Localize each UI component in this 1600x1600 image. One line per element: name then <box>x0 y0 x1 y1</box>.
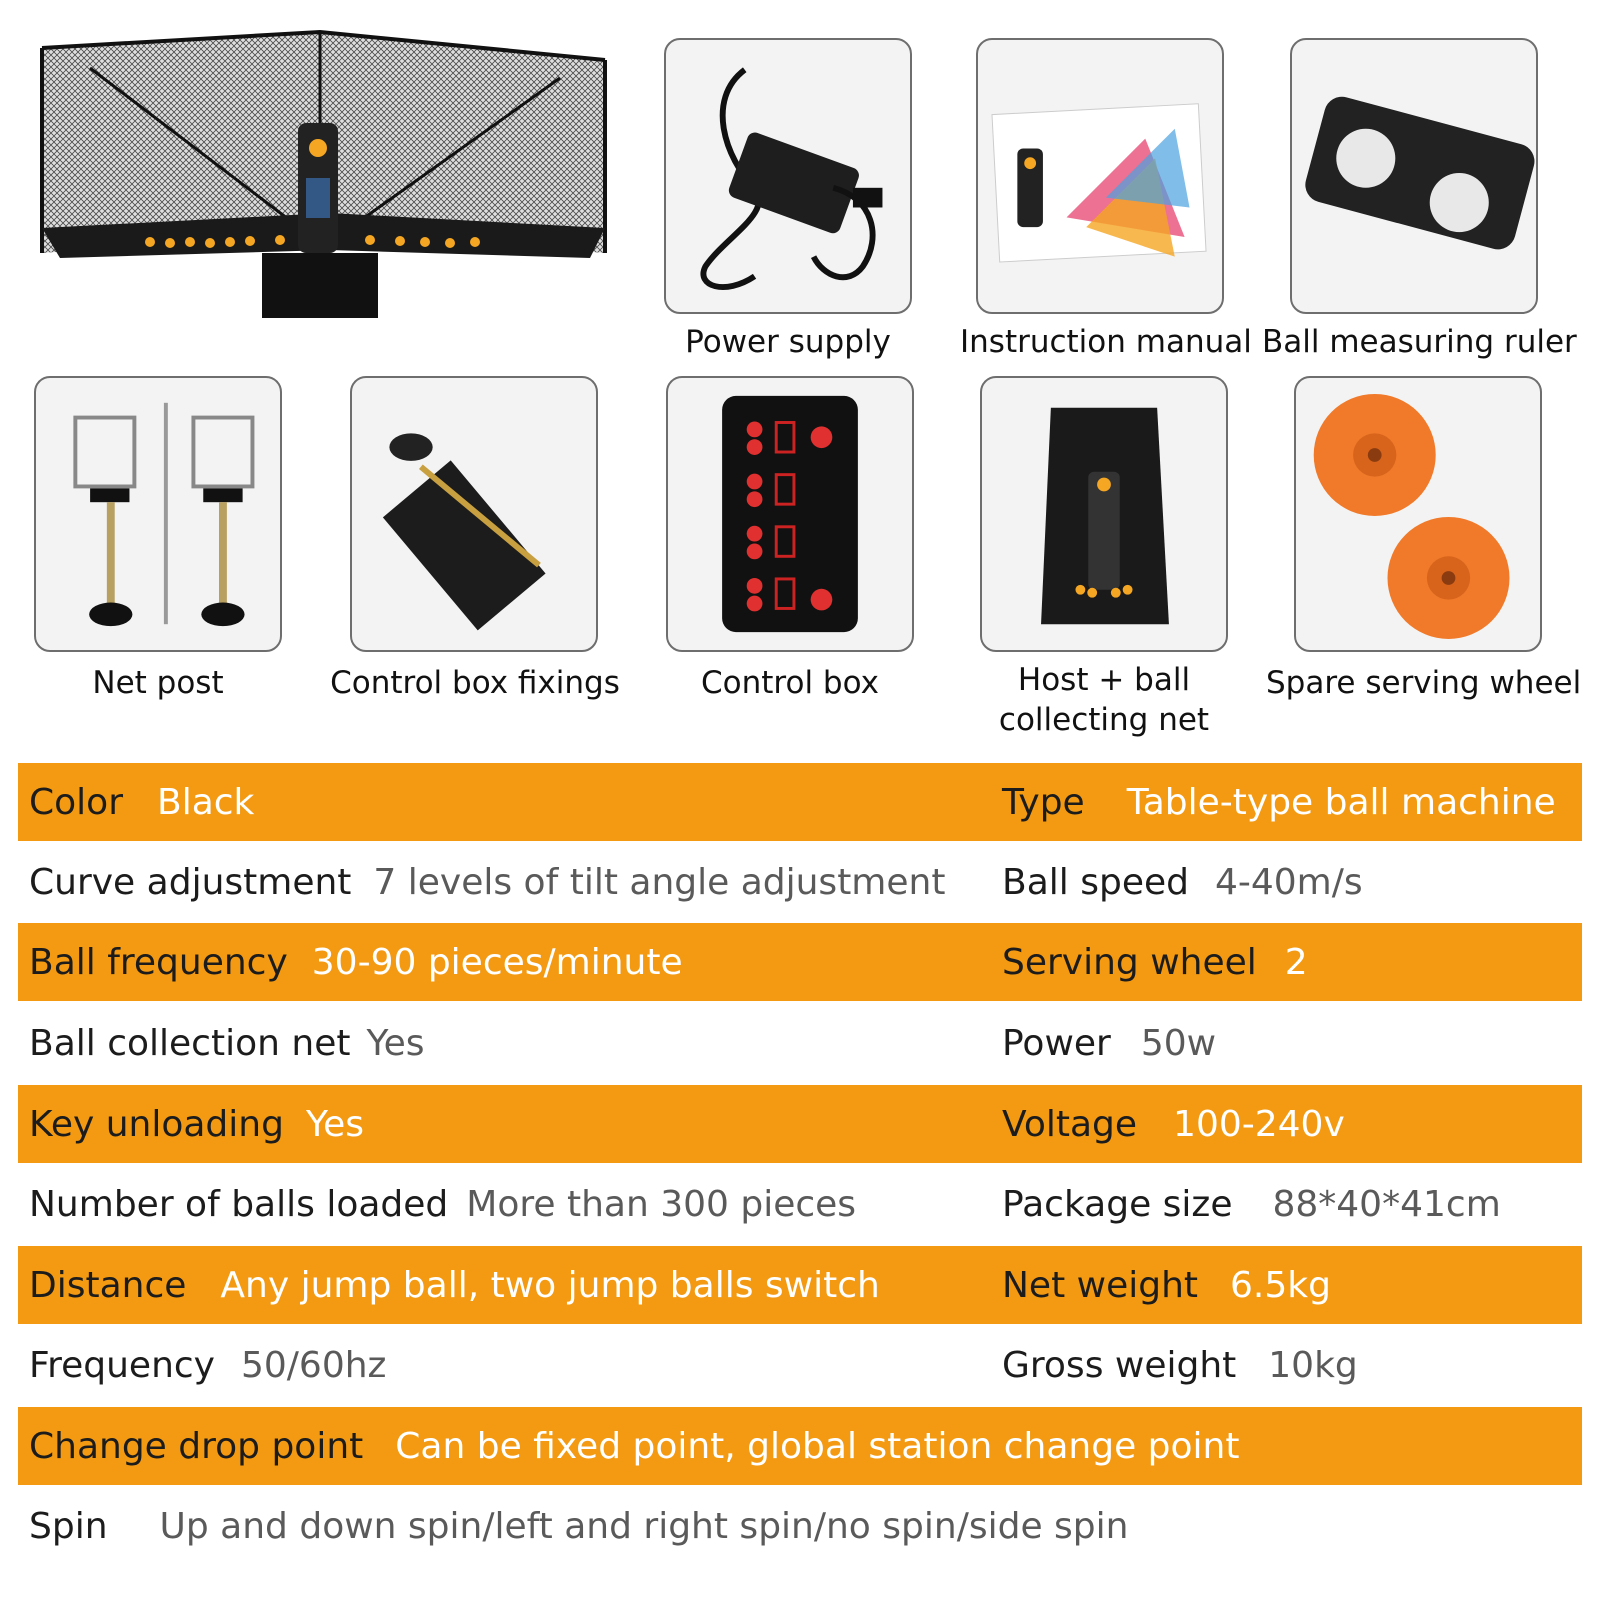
power-supply-caption: Power supply <box>685 324 891 360</box>
spec-value: 88*40*41cm <box>1272 1183 1501 1225</box>
control-box-image <box>666 376 914 652</box>
spec-value: 30-90 pieces/minute <box>311 941 683 983</box>
spec-label: Frequency <box>29 1344 215 1386</box>
spec-label: Serving wheel <box>1002 941 1257 983</box>
control-box-caption: Control box <box>701 665 879 701</box>
host-ball-collecting-net-caption <box>980 660 1228 740</box>
spec-label: Net weight <box>1002 1264 1199 1306</box>
spec-value: 6.5kg <box>1230 1264 1331 1306</box>
net-post-caption: Net post <box>92 665 224 701</box>
spec-label: Type <box>1002 781 1085 823</box>
spec-value: Up and down spin/left and right spin/no spin/side spin <box>159 1505 1129 1547</box>
spec-label: Package size <box>1002 1183 1233 1225</box>
spec-label: Number of balls loaded <box>29 1183 449 1225</box>
ball-measuring-ruler-caption: Ball measuring ruler <box>1262 324 1577 360</box>
spec-label: Ball frequency <box>29 941 288 983</box>
spec-row <box>18 1487 1582 1565</box>
net-post-image <box>34 376 282 652</box>
spec-value: 50/60hz <box>240 1344 387 1386</box>
spec-label: Voltage <box>1002 1103 1138 1145</box>
spec-row <box>18 843 1582 921</box>
spec-row <box>18 1407 1582 1485</box>
spec-value: More than 300 pieces <box>466 1183 857 1225</box>
spec-value: 50w <box>1140 1022 1217 1064</box>
spec-value: 4-40m/s <box>1214 861 1363 903</box>
spec-value: Black <box>157 781 255 823</box>
spec-row <box>18 1326 1582 1404</box>
spec-value: 2 <box>1284 941 1308 983</box>
spec-value: Table-type ball machine <box>1126 781 1556 823</box>
ball-measuring-ruler-image <box>1290 38 1538 314</box>
spec-row <box>18 1246 1582 1324</box>
spec-row <box>18 923 1582 1001</box>
spec-label: Ball collection net <box>29 1022 351 1064</box>
spec-value: 100-240v <box>1173 1103 1345 1145</box>
ball-machine-with-net-image <box>30 28 620 328</box>
spec-value: Yes <box>305 1103 365 1145</box>
spec-label: Change drop point <box>29 1425 364 1467</box>
spec-label: Ball speed <box>1002 861 1189 903</box>
spec-row <box>18 1165 1582 1243</box>
host-ball-caption-line1: Host + ball <box>1017 662 1191 698</box>
spec-value: 10kg <box>1268 1344 1358 1386</box>
spec-label: Gross weight <box>1002 1344 1237 1386</box>
spec-label: Distance <box>29 1264 187 1306</box>
power-supply-image <box>664 38 912 314</box>
spec-label: Color <box>29 781 123 823</box>
host-ball-caption-line2: collecting net <box>998 702 1210 738</box>
spec-value: Yes <box>366 1022 425 1064</box>
instruction-manual-image <box>976 38 1224 314</box>
spec-row <box>18 763 1582 841</box>
control-box-fixings-image <box>350 376 598 652</box>
spare-serving-wheel-caption: Spare serving wheel <box>1266 665 1582 701</box>
spec-label: Curve adjustment <box>29 861 352 903</box>
spec-label: Key unloading <box>29 1103 284 1145</box>
spec-label: Power <box>1002 1022 1111 1064</box>
instruction-manual-caption: Instruction manual <box>960 324 1252 360</box>
spec-label: Spin <box>29 1505 108 1547</box>
spec-value: 7 levels of tilt angle adjustment <box>373 861 946 903</box>
spare-serving-wheel-image <box>1294 376 1542 652</box>
control-box-fixings-caption: Control box fixings <box>330 665 620 701</box>
spec-row <box>18 1085 1582 1163</box>
spec-value: Any jump ball, two jump balls switch <box>220 1264 880 1306</box>
host-ball-collecting-net-image <box>980 376 1228 652</box>
spec-row <box>18 1004 1582 1082</box>
spec-value: Can be fixed point, global station change point <box>395 1425 1240 1467</box>
